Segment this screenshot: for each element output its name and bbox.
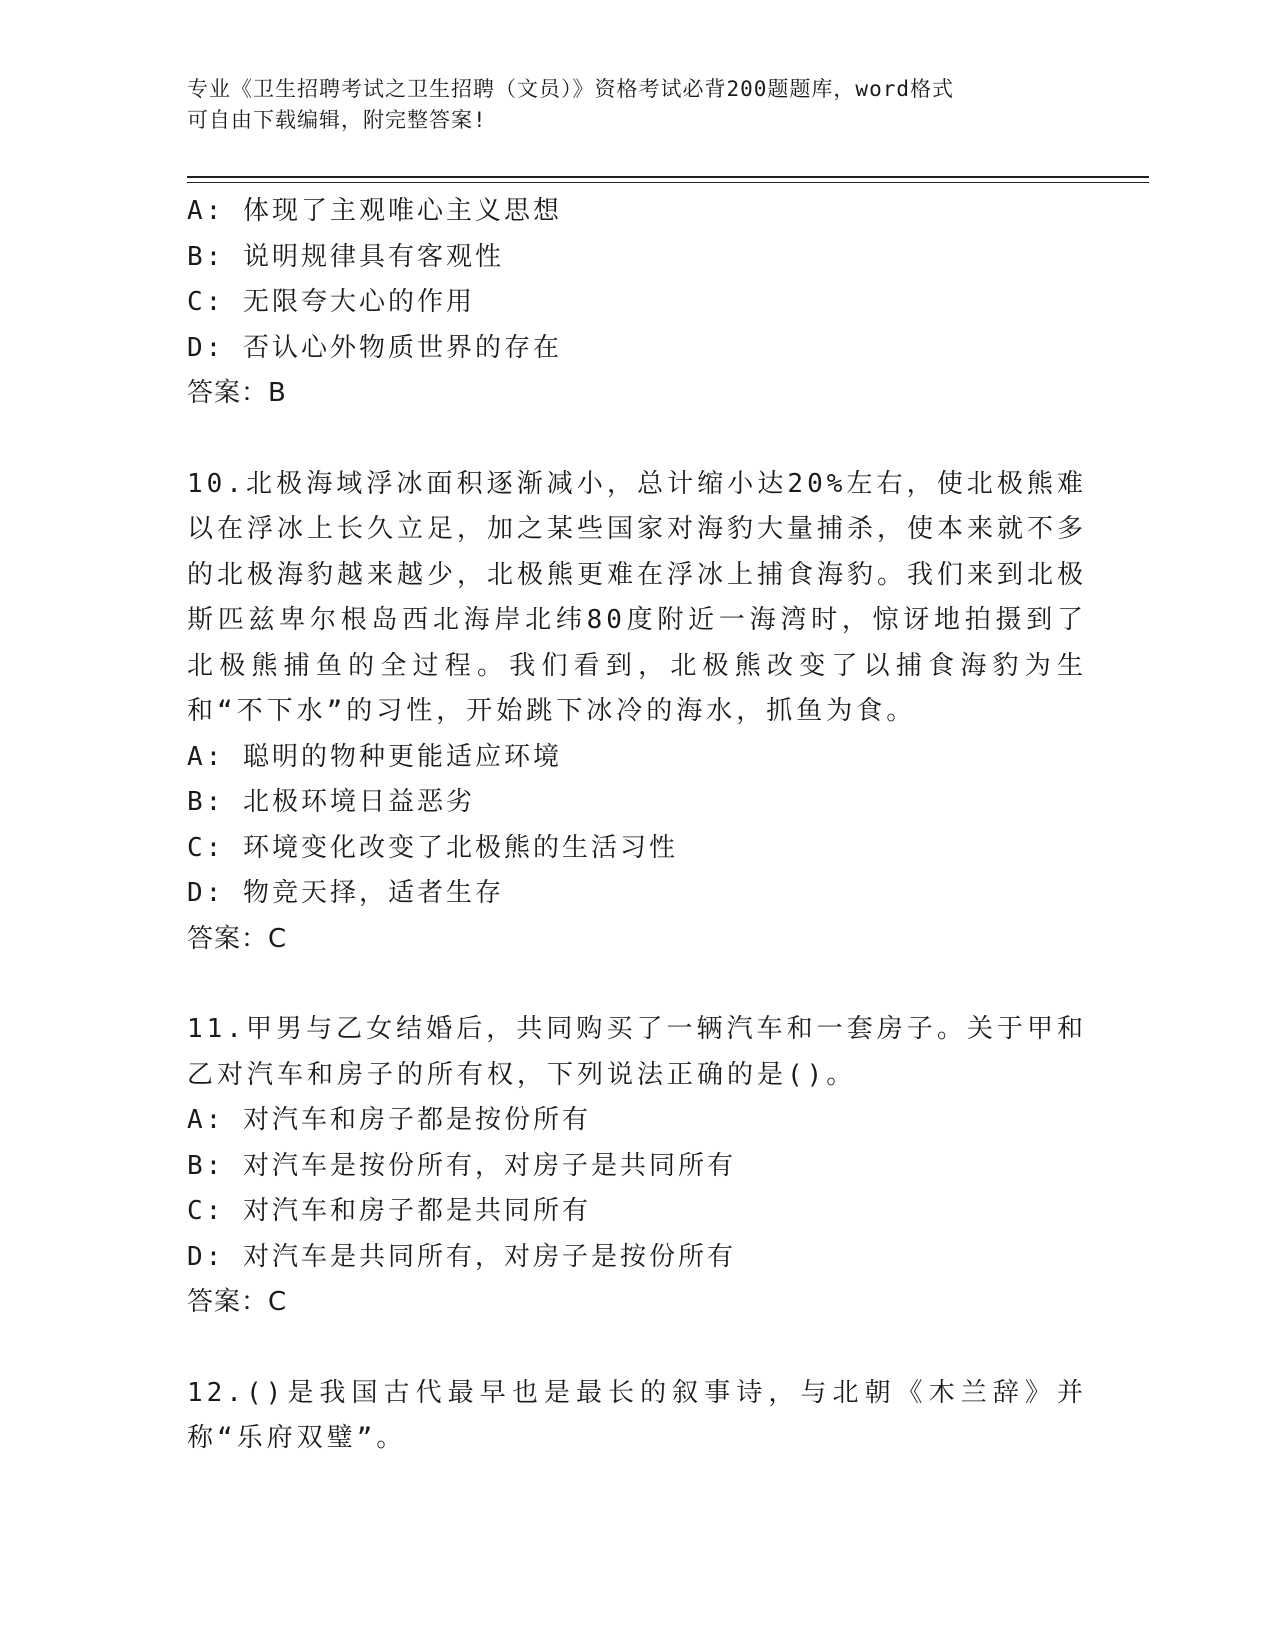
option-c: C: 对汽车和房子都是共同所有 (187, 1196, 591, 1226)
option-a: A: 聪明的物种更能适应环境 (187, 741, 562, 772)
answer-text: 答案：B (187, 378, 287, 408)
question-stem: 11.甲男与乙女结婚后，共同购买了一辆汽车和一套房子。关于甲和乙对汽车和房子的所有权，下列说法正确的是()。 (187, 1014, 1087, 1090)
question-stem: 10.北极海域浮冰面积逐渐减小，总计缩小达20%左右，使北极熊难以在浮冰上长久立足，加之某些国家对海豹大量捕杀，使本来就不多的北极海豹越来越少，北极熊更难在浮冰上捕食海豹。我们来到北极斯匹兹卑尔根岛西北海岸北纬80度附近一海湾时，惊讶地拍摄到了北极熊捕鱼的全过程。我们看到，北极熊改变了以捕食海豹为生和“不下水”的习性，开始跳下冰冷的海水，抓鱼为食。 (187, 468, 1088, 726)
question-stem: 12.()是我国古代最早也是最长的叙事诗，与北朝《木兰辞》并称“乐府双璧”。 (187, 1377, 1087, 1453)
answer-text: 答案：C (187, 1287, 288, 1317)
option-b: B: 对汽车是按份所有，对房子是共同所有 (187, 1150, 736, 1181)
question-content (187, 189, 1087, 1462)
question-12 (187, 1371, 1087, 1462)
question-spacer (187, 962, 1087, 1007)
question-9-options (187, 189, 1087, 417)
option-c: C: 无限夸大心的作用 (187, 287, 475, 317)
option-b: B: 北极环境日益恶劣 (187, 787, 475, 817)
option-a: A: 对汽车和房子都是按份所有 (187, 1105, 591, 1135)
option-c: C: 环境变化改变了北极熊的生活习性 (187, 832, 678, 863)
option-b: B: 说明规律具有客观性 (187, 241, 504, 272)
question-spacer (187, 417, 1087, 462)
option-d: D: 对汽车是共同所有，对房子是按份所有 (187, 1241, 736, 1272)
header-title-line2: 可自由下载编辑，附完整答案! (187, 108, 487, 132)
option-d: D: 物竞天择，适者生存 (187, 878, 504, 908)
header-divider-thick (187, 176, 1149, 178)
document-header (187, 74, 1087, 136)
question-10 (187, 462, 1087, 963)
header-divider-thin (187, 182, 1149, 183)
answer-text: 答案：C (187, 923, 288, 954)
question-spacer (187, 1326, 1087, 1371)
header-title-line1: 专业《卫生招聘考试之卫生招聘（文员）》资格考试必背200题题库，word格式 (187, 77, 954, 101)
option-d: D: 否认心外物质世界的存在 (187, 332, 562, 363)
question-11 (187, 1007, 1087, 1326)
option-a: A: 体现了主观唯心主义思想 (187, 196, 562, 226)
